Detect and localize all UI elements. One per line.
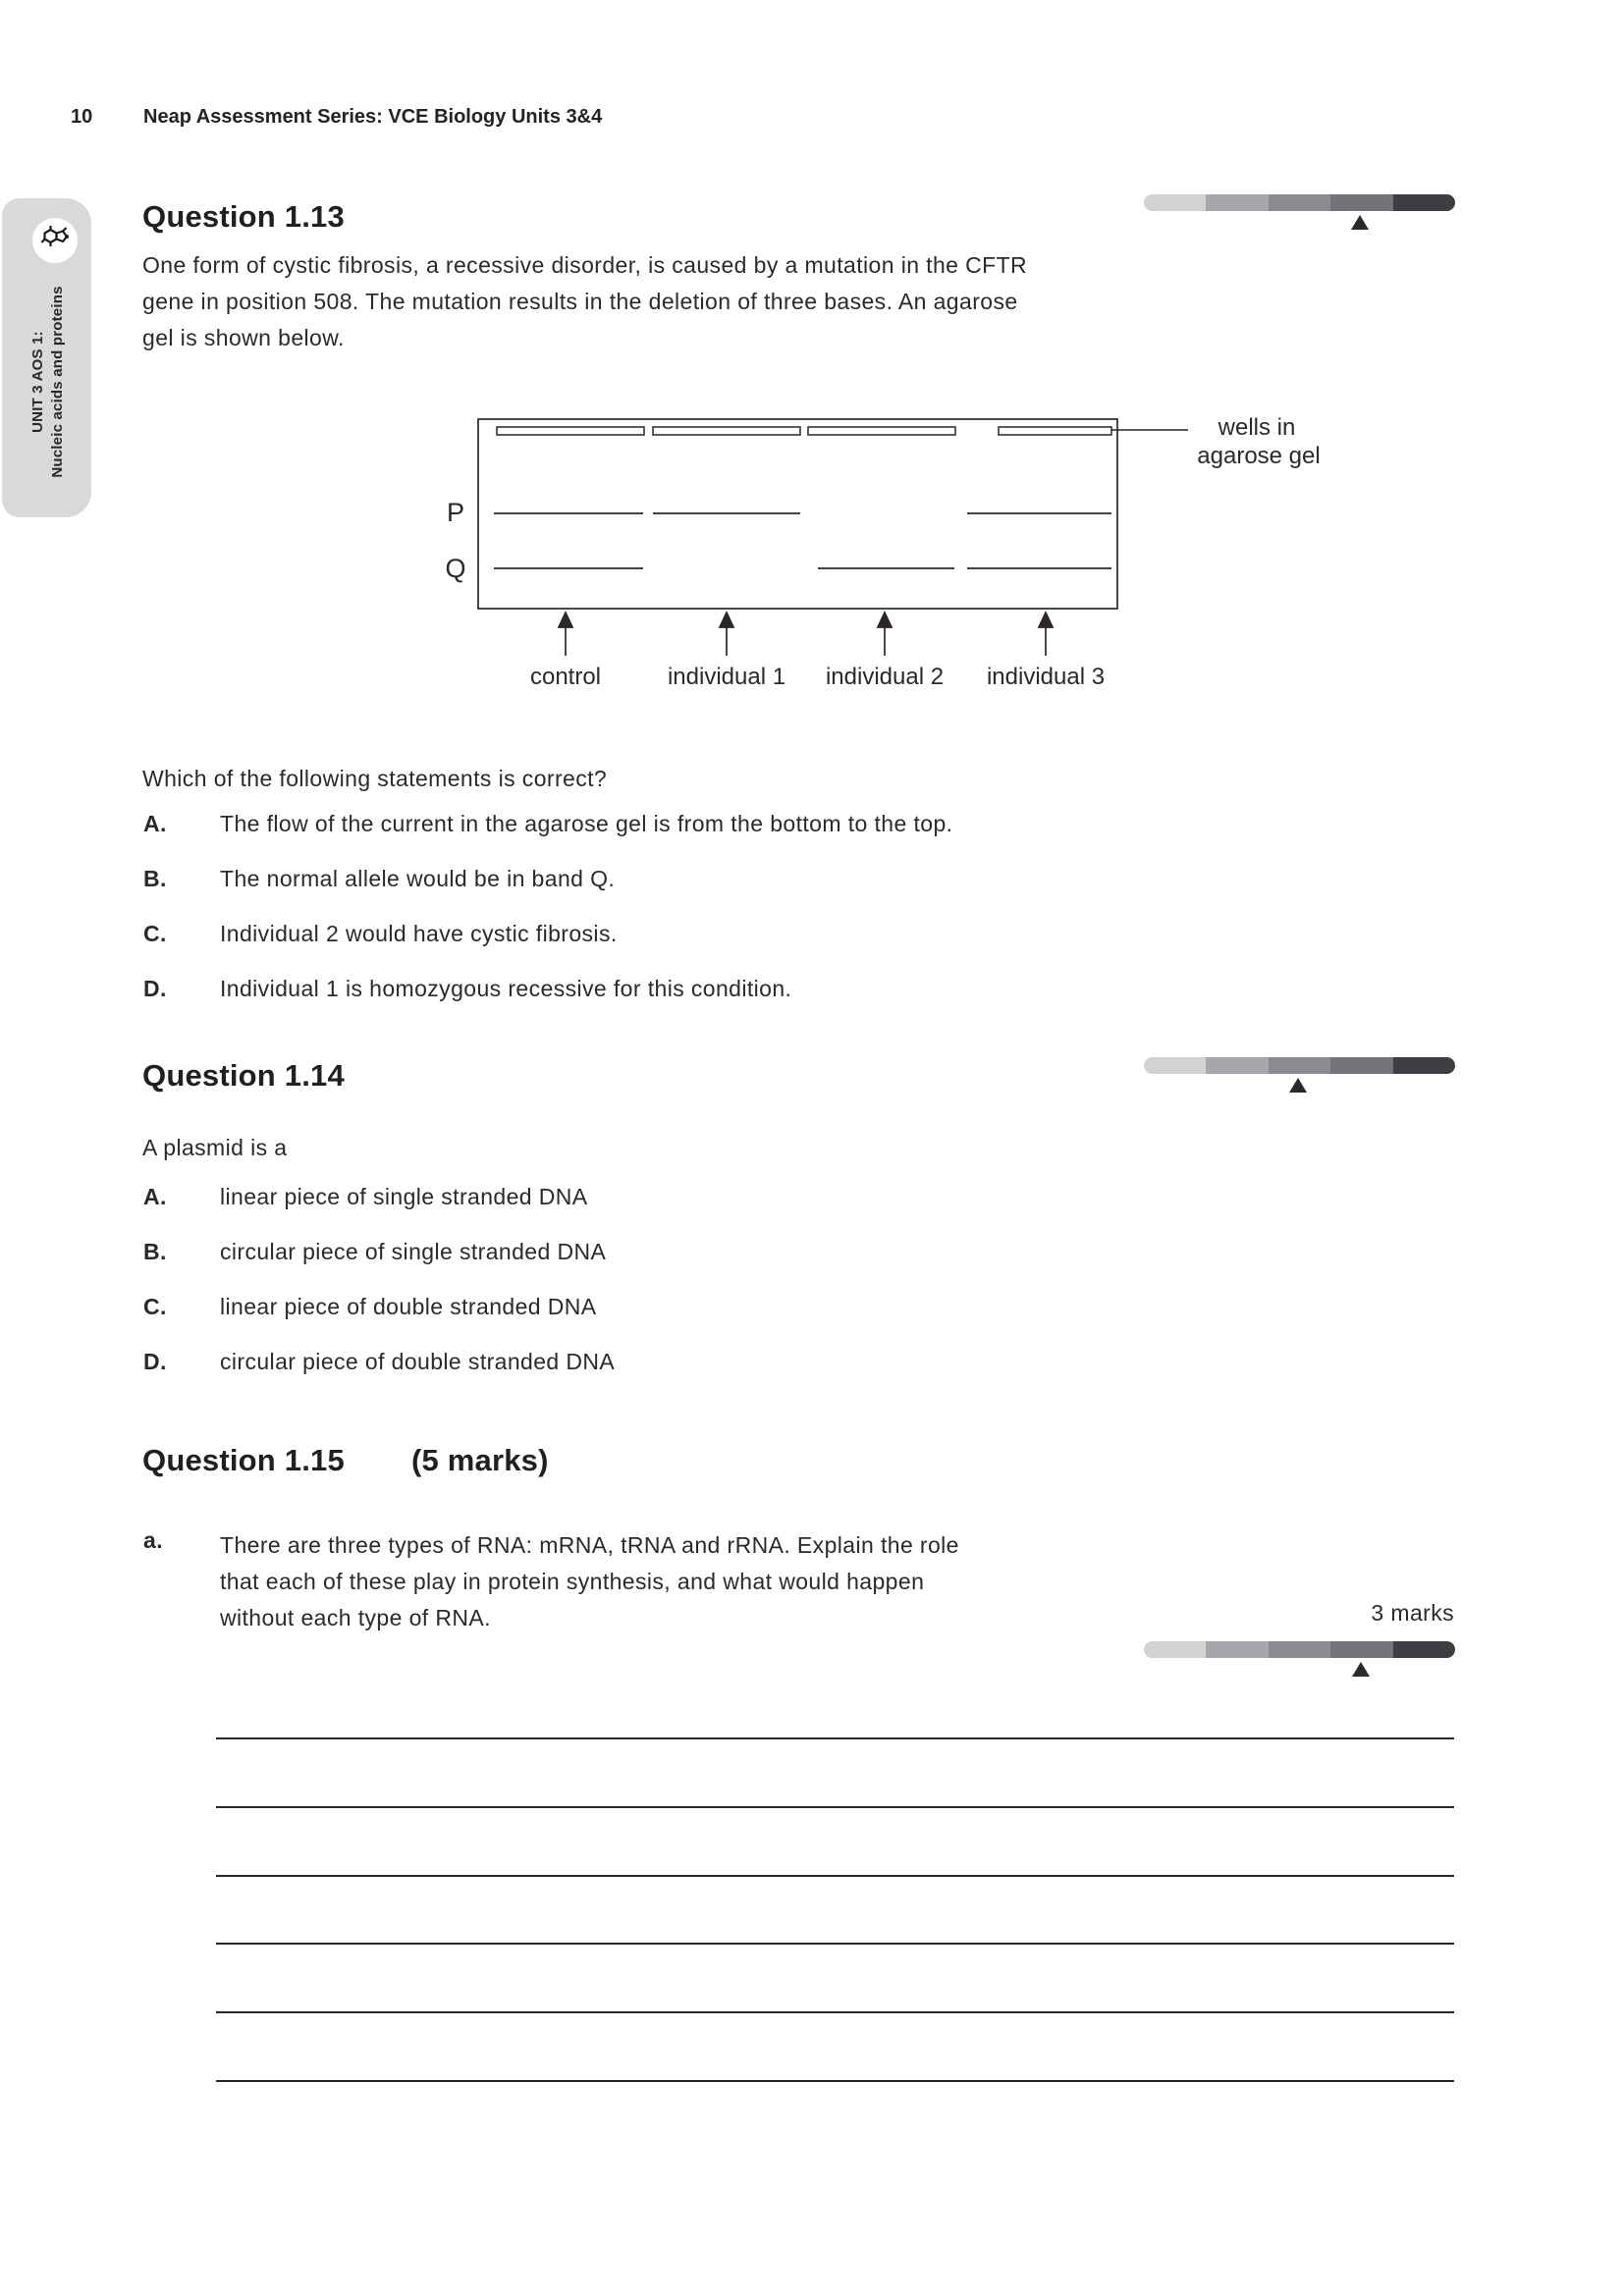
question-1-15-marks: (5 marks) <box>411 1443 549 1477</box>
unit-label-line2: Nucleic acids and proteins <box>49 286 66 478</box>
option-letter: C. <box>143 1294 167 1319</box>
lane-arrowhead-icon <box>720 613 733 627</box>
answer-lines-area <box>216 1737 1454 2091</box>
question-1-13-title: Question 1.13 <box>142 199 345 234</box>
lane-arrowhead-icon <box>559 613 572 627</box>
option-text: Individual 1 is homozygous recessive for this condition. <box>220 976 792 1001</box>
answer-line <box>216 2080 1454 2082</box>
option-text: linear piece of single stranded DNA <box>220 1184 588 1209</box>
lane-label-control: control <box>529 664 602 690</box>
option-letter: A. <box>143 1184 167 1209</box>
lane-arrowhead-icon <box>1039 613 1053 627</box>
unit-label-line1: UNIT 3 AOS 1: <box>29 331 46 433</box>
option-letter: B. <box>143 1239 167 1264</box>
question-1-14-stem: A plasmid is a <box>142 1135 288 1160</box>
header-title: Neap Assessment Series: VCE Biology Units 3&4 <box>143 106 603 128</box>
lane-label-individual-1: individual 1 <box>667 664 786 690</box>
intro-line: One form of cystic fibrosis, a recessive disorder, is caused by a mutation in the CFTR <box>142 252 1028 278</box>
option-text: The normal allele would be in band Q. <box>220 866 616 891</box>
part-a-label: a. <box>143 1527 163 1553</box>
unit-label <box>28 258 70 506</box>
difficulty-segment <box>1269 1641 1330 1658</box>
option-text: Individual 2 would have cystic fibrosis. <box>220 921 618 946</box>
answer-line <box>216 1943 1454 1945</box>
answer-line <box>216 1737 1454 1739</box>
difficulty-bar-q1-14 <box>1144 1057 1455 1074</box>
difficulty-segment <box>1206 194 1268 211</box>
difficulty-segment <box>1330 194 1392 211</box>
difficulty-segment <box>1206 1641 1268 1658</box>
difficulty-segment <box>1393 194 1455 211</box>
gel-well-individual-3 <box>999 427 1111 435</box>
option-text: The flow of the current in the agarose gel is from the bottom to the top. <box>220 811 953 836</box>
difficulty-bar-segments <box>1144 1641 1455 1658</box>
difficulty-segment <box>1393 1057 1455 1074</box>
unit-sidebar-tab <box>2 198 91 517</box>
difficulty-segment <box>1269 194 1330 211</box>
option-letter: A. <box>143 811 167 836</box>
question-1-14-title: Question 1.14 <box>142 1058 345 1093</box>
difficulty-marker-icon <box>1289 1078 1307 1093</box>
agarose-gel-figure <box>412 402 1355 702</box>
unit-icon-circle <box>32 218 78 263</box>
lane-label-individual-2: individual 2 <box>825 664 945 690</box>
difficulty-segment <box>1206 1057 1268 1074</box>
difficulty-bar-segments <box>1144 194 1455 211</box>
difficulty-bar-q1-13 <box>1144 194 1455 211</box>
part-a-line: without each type of RNA. <box>220 1605 491 1630</box>
wells-label-line1: wells in <box>1218 414 1296 441</box>
difficulty-bar-q1-15a <box>1144 1641 1455 1658</box>
difficulty-segment <box>1330 1641 1392 1658</box>
difficulty-marker-icon <box>1352 1662 1370 1677</box>
option-letter: C. <box>143 921 167 946</box>
nucleic-acid-molecule-icon <box>40 225 70 256</box>
question-1-13-stem: Which of the following statements is correct? <box>142 766 608 791</box>
difficulty-segment <box>1144 1641 1206 1658</box>
part-a-line: that each of these play in protein synthesis, and what would happen <box>220 1569 925 1594</box>
difficulty-segment <box>1144 194 1206 211</box>
part-a-line: There are three types of RNA: mRNA, tRNA and rRNA. Explain the role <box>220 1532 959 1558</box>
answer-line <box>216 1875 1454 1877</box>
option-text: circular piece of double stranded DNA <box>220 1349 616 1374</box>
part-a-text <box>220 1527 959 1636</box>
intro-line: gene in position 508. The mutation results in the deletion of three bases. An agarose <box>142 289 1018 314</box>
gel-row-label-p: P <box>446 498 465 527</box>
difficulty-bar-segments <box>1144 1057 1455 1074</box>
answer-line <box>216 1806 1454 1808</box>
answer-line <box>216 2011 1454 2013</box>
gel-well-individual-2 <box>808 427 955 435</box>
difficulty-segment <box>1330 1057 1392 1074</box>
difficulty-segment <box>1144 1057 1206 1074</box>
lane-arrowhead-icon <box>878 613 892 627</box>
difficulty-segment <box>1269 1057 1330 1074</box>
wells-label-line2: agarose gel <box>1197 443 1321 469</box>
gel-row-label-q: Q <box>445 554 466 583</box>
option-text: linear piece of double stranded DNA <box>220 1294 597 1319</box>
lane-label-individual-3: individual 3 <box>986 664 1106 690</box>
intro-line: gel is shown below. <box>142 325 345 350</box>
question-1-13-intro <box>142 247 1027 356</box>
gel-well-individual-1 <box>653 427 800 435</box>
gel-well-control <box>497 427 644 435</box>
difficulty-segment <box>1393 1641 1455 1658</box>
option-letter: D. <box>143 1349 167 1374</box>
page-number: 10 <box>71 106 93 128</box>
difficulty-marker-icon <box>1351 215 1369 230</box>
option-letter: B. <box>143 866 167 891</box>
part-a-marks: 3 marks <box>1371 1600 1454 1626</box>
option-text: circular piece of single stranded DNA <box>220 1239 607 1264</box>
option-letter: D. <box>143 976 167 1001</box>
question-1-15-title: Question 1.15 <box>142 1443 345 1477</box>
